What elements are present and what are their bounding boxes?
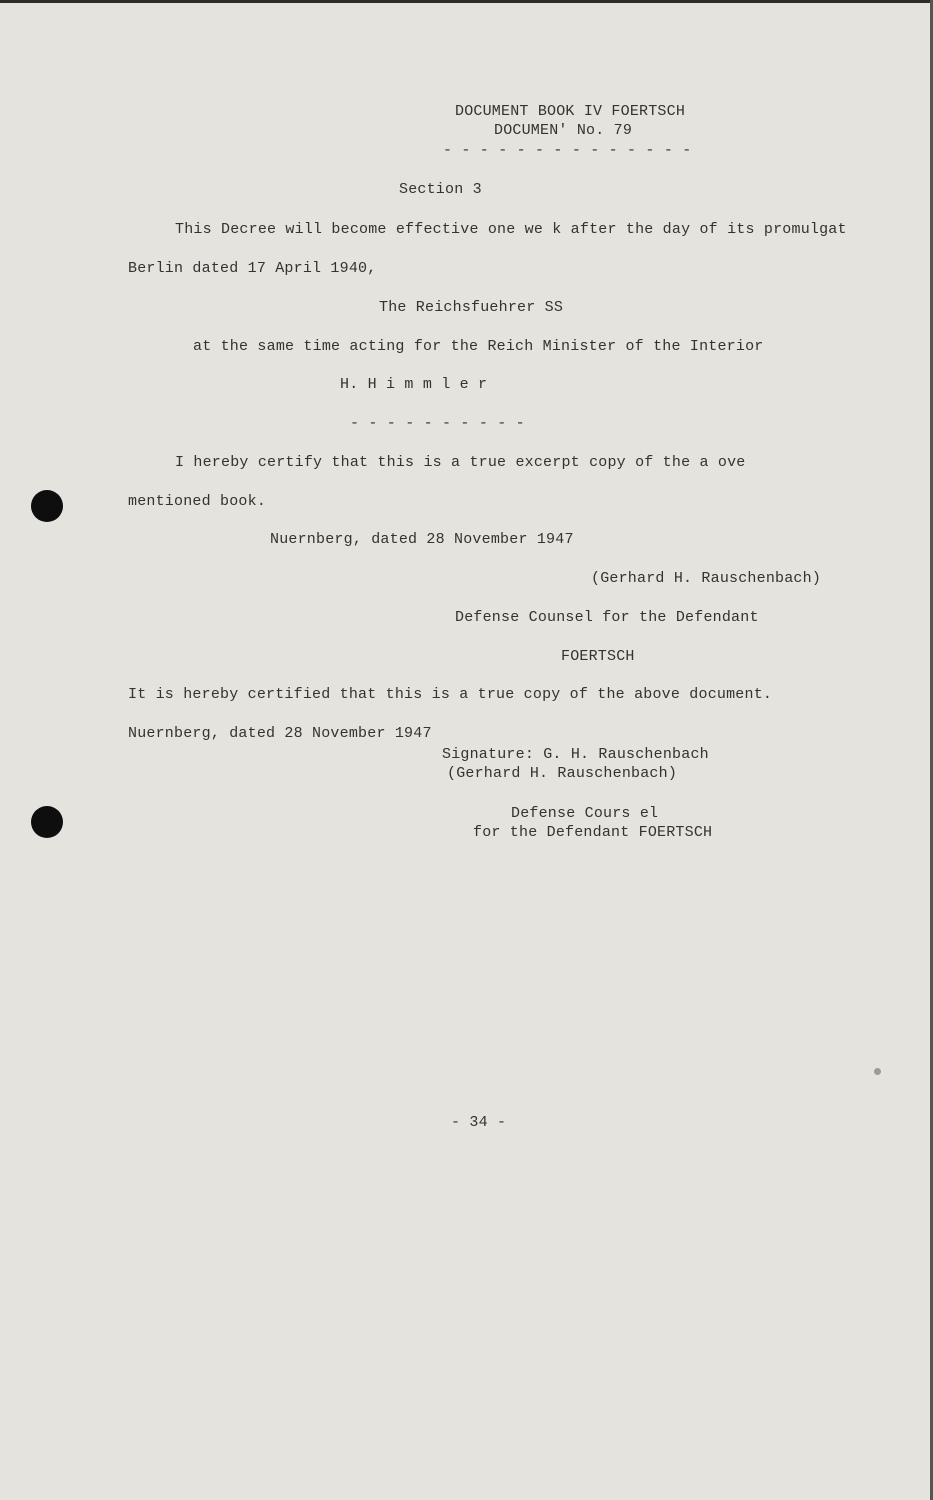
header-rule: - - - - - - - - - - - - - -	[443, 142, 692, 159]
copy-signature-line: Signature: G. H. Rauschenbach	[442, 746, 709, 763]
copy-certification-statement: It is hereby certified that this is a true copy of the above document.	[128, 686, 773, 703]
certification-role: Defense Counsel for the Defendant	[455, 609, 759, 626]
section-heading: Section 3	[399, 181, 482, 198]
copy-role-line-2: for the Defendant FOERTSCH	[473, 824, 713, 841]
signatory-name: H. H i m m l e r	[340, 376, 488, 393]
certification-defendant: FOERTSCH	[561, 648, 635, 665]
punch-hole	[31, 806, 63, 838]
copy-signer: (Gerhard H. Rauschenbach)	[447, 765, 678, 782]
certification-line-1: I hereby certify that this is a true excerpt copy of the a ove	[175, 454, 746, 471]
certification-line-2: mentioned book.	[128, 493, 267, 510]
signatory-title: The Reichsfuehrer SS	[379, 299, 564, 316]
copy-certification-place-date: Nuernberg, dated 28 November 1947	[128, 725, 432, 742]
document-number-line: DOCUMEN' No. 79	[494, 122, 633, 139]
certification-place-date: Nuernberg, dated 28 November 1947	[270, 531, 574, 548]
copy-role-line-1: Defense Cours el	[511, 805, 659, 822]
punch-hole	[31, 490, 63, 522]
signatory-rule: - - - - - - - - - -	[350, 415, 525, 432]
certification-signer: (Gerhard H. Rauschenbach)	[591, 570, 822, 587]
decree-effective-line: This Decree will become effective one we k after the day of its promulgat	[175, 221, 847, 238]
page-number: - 34 -	[451, 1114, 507, 1131]
decree-place-date: Berlin dated 17 April 1940,	[128, 260, 377, 277]
paper-speck	[874, 1068, 881, 1075]
page-top-edge	[0, 0, 933, 3]
signatory-acting-line: at the same time acting for the Reich Minister of the Interior	[193, 338, 764, 355]
document-book-line: DOCUMENT BOOK IV FOERTSCH	[455, 103, 686, 120]
